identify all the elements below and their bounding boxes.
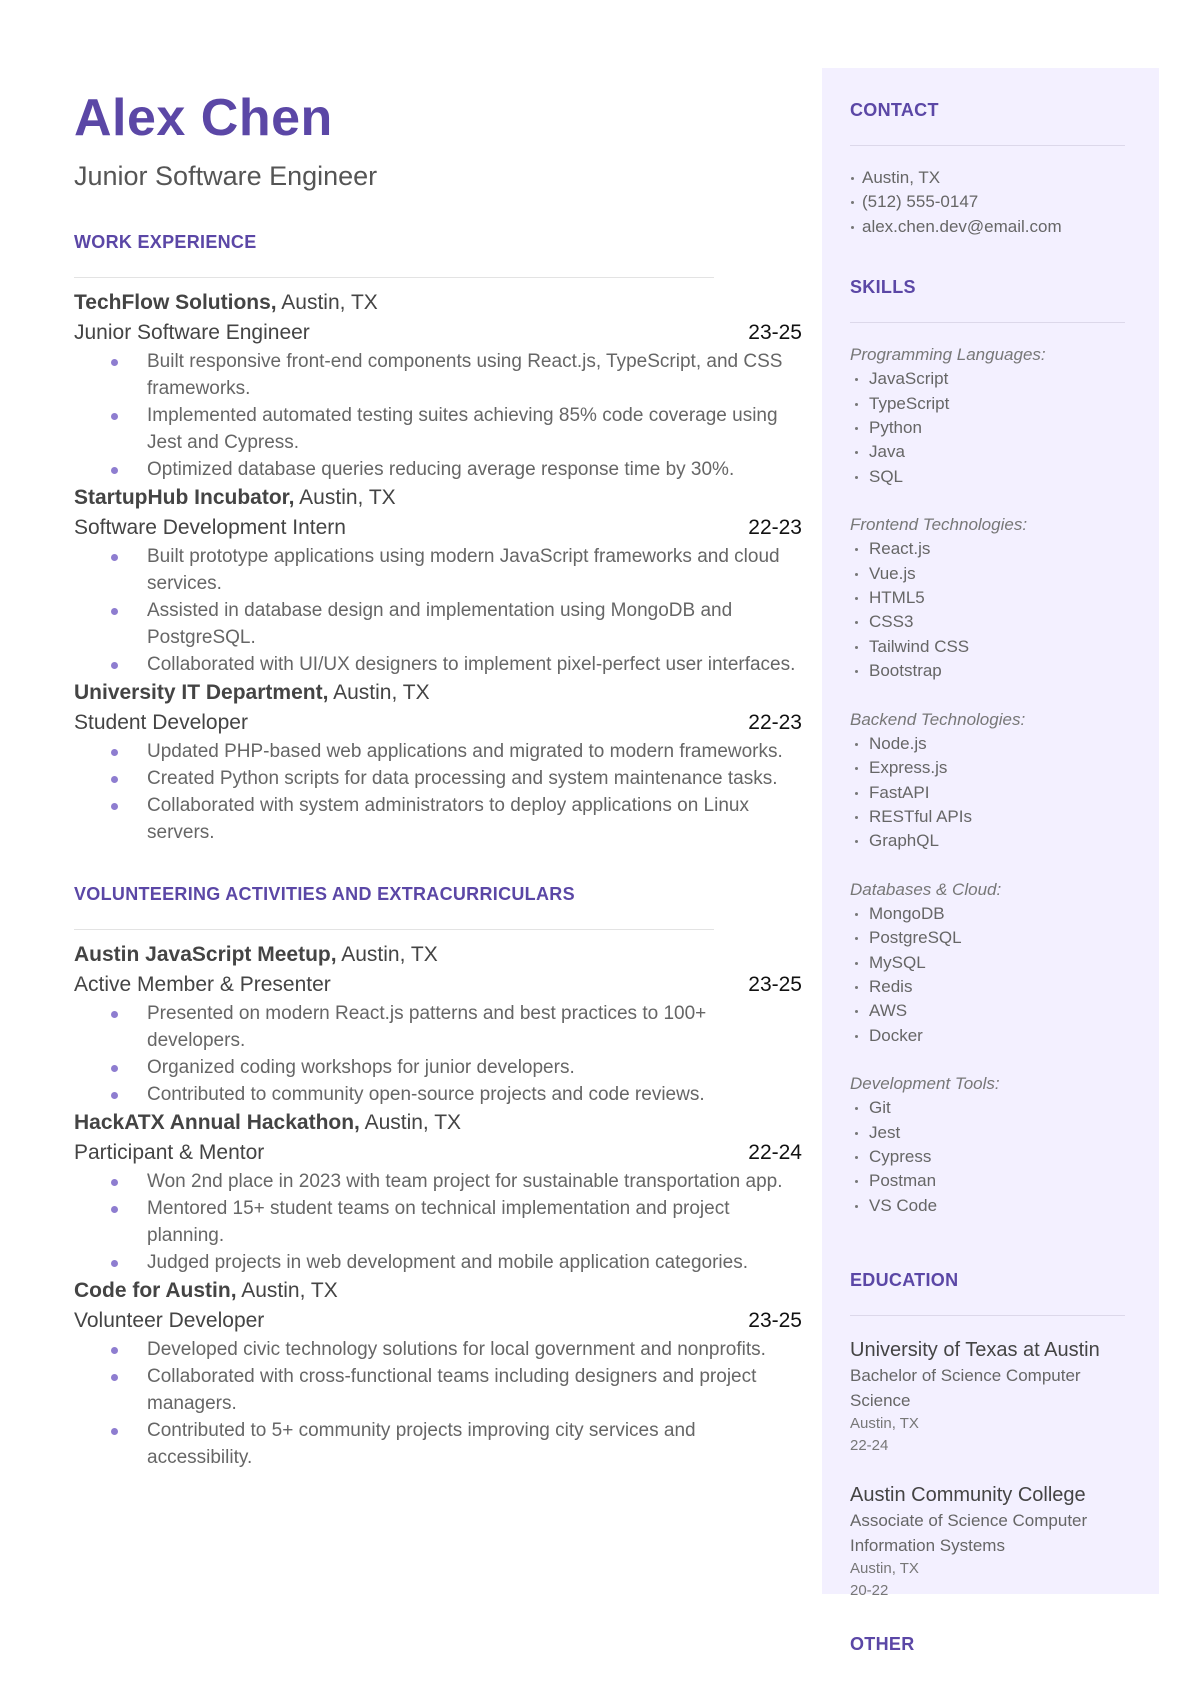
entry-role: Active Member & Presenter: [74, 973, 331, 997]
skill-item: [850, 586, 1125, 610]
bullet-dot-icon: [111, 1374, 118, 1381]
education-list: [850, 1336, 1125, 1602]
bullet-dot-icon: [111, 1065, 118, 1072]
skill-text: JavaScript: [869, 369, 949, 389]
bullet-item: [74, 1249, 802, 1276]
skill-text: Docker: [869, 1025, 923, 1045]
experience-entry: [74, 678, 802, 846]
contact-item: [850, 190, 1125, 214]
skill-text: RESTful APIs: [869, 806, 972, 826]
entry-dates: 22-23: [748, 711, 802, 735]
bullet-item: [74, 1195, 802, 1249]
skill-item: [850, 951, 1125, 975]
bullet-dot-icon: [855, 913, 858, 916]
bullet-dot-icon: [855, 476, 858, 479]
skill-text: Postman: [869, 1171, 937, 1191]
degree-name: Bachelor of Science Computer Science: [850, 1366, 1081, 1410]
skill-group: [850, 513, 1125, 683]
section-divider: [74, 277, 714, 278]
skill-text: PostgreSQL: [869, 928, 962, 948]
bullet-dot-icon: [111, 776, 118, 783]
other-heading: OTHER: [850, 1634, 915, 1655]
skill-text: CSS3: [869, 612, 914, 632]
bullet-text: Contributed to 5+ community projects improving city services and accessibility.: [147, 1420, 696, 1469]
bullet-item: [74, 1168, 802, 1195]
contact-item: [850, 215, 1125, 239]
skill-category: Development Tools:: [850, 1074, 1000, 1094]
volunteering-heading: VOLUNTEERING ACTIVITIES AND EXTRACURRICULARS: [74, 884, 575, 905]
bullet-dot-icon: [111, 1428, 118, 1435]
bullet-dot-icon: [111, 1092, 118, 1099]
bullet-item: [74, 1417, 802, 1471]
bullet-text: Built prototype applications using modern JavaScript frameworks and cloud services.: [147, 546, 780, 595]
bullet-dot-icon: [851, 201, 854, 204]
bullet-dot-icon: [855, 816, 858, 819]
entry-location: Austin, TX: [236, 1279, 338, 1303]
skill-item: [850, 659, 1125, 683]
contact-list: [850, 166, 1125, 239]
skill-item: [850, 1145, 1125, 1169]
bullet-item: [74, 738, 802, 765]
experience-entry: [74, 483, 802, 678]
bullet-text: Judged projects in web development and mobile application categories.: [147, 1252, 748, 1274]
bullet-dot-icon: [855, 427, 858, 430]
entry-dates: 22-24: [748, 1141, 802, 1165]
bullet-dot-icon: [111, 662, 118, 669]
bullet-dot-icon: [855, 792, 858, 795]
skill-items: [850, 537, 1125, 683]
entry-bullets: [74, 1336, 802, 1471]
skill-text: Redis: [869, 976, 913, 996]
skill-item: [850, 1169, 1125, 1193]
skill-item: [850, 610, 1125, 634]
skill-items: [850, 1096, 1125, 1218]
skill-item: [850, 635, 1125, 659]
bullet-dot-icon: [855, 670, 858, 673]
bullet-text: Developed civic technology solutions for local government and nonprofits.: [147, 1339, 766, 1361]
bullet-item: [74, 792, 802, 846]
bullet-dot-icon: [111, 359, 118, 366]
bullet-text: Collaborated with UI/UX designers to implement pixel-perfect user interfaces.: [147, 654, 796, 676]
skill-category: Backend Technologies:: [850, 709, 1026, 729]
experience-entry: [74, 1276, 802, 1471]
skill-item: [850, 1024, 1125, 1048]
bullet-item: [74, 651, 802, 678]
bullet-dot-icon: [111, 608, 118, 615]
bullet-text: Assisted in database design and implementation using MongoDB and PostgreSQL.: [147, 600, 733, 649]
experience-entry: [74, 288, 802, 483]
bullet-dot-icon: [855, 840, 858, 843]
bullet-dot-icon: [111, 749, 118, 756]
bullet-dot-icon: [855, 767, 858, 770]
entry-org-line: [74, 1108, 802, 1138]
entry-dates: 23-25: [748, 1309, 802, 1333]
entry-organization: Austin JavaScript Meetup,: [74, 943, 337, 967]
bullet-dot-icon: [851, 177, 854, 180]
skill-item: [850, 562, 1125, 586]
bullet-item: [74, 456, 802, 483]
entry-role-line: [74, 970, 802, 1000]
skill-text: GraphQL: [869, 831, 939, 851]
skill-item: [850, 902, 1125, 926]
skill-group: [850, 708, 1125, 854]
school-name: Austin Community College: [850, 1484, 1086, 1507]
skill-text: Python: [869, 418, 922, 438]
skill-text: SQL: [869, 466, 904, 486]
bullet-dot-icon: [855, 451, 858, 454]
bullet-item: [74, 348, 802, 402]
bullet-dot-icon: [851, 226, 854, 229]
education-entry: [850, 1336, 1125, 1457]
bullet-text: Collaborated with cross-functional teams including designers and project managers.: [147, 1366, 757, 1415]
entry-role-line: [74, 708, 802, 738]
entry-location: Austin, TX: [276, 291, 378, 315]
skill-item: [850, 1194, 1125, 1218]
entry-organization: University IT Department,: [74, 681, 329, 705]
skill-item: [850, 367, 1125, 391]
bullet-item: [74, 1000, 802, 1054]
bullet-dot-icon: [855, 1180, 858, 1183]
skill-items: [850, 732, 1125, 854]
skill-text: React.js: [869, 539, 931, 559]
bullet-dot-icon: [855, 1156, 858, 1159]
skill-item: [850, 781, 1125, 805]
skill-text: Vue.js: [869, 563, 916, 583]
skill-text: Tailwind CSS: [869, 636, 970, 656]
skill-text: TypeScript: [869, 393, 950, 413]
bullet-dot-icon: [111, 413, 118, 420]
skill-item: [850, 537, 1125, 561]
bullet-dot-icon: [855, 378, 858, 381]
entry-org-line: [74, 288, 802, 318]
entry-location: Austin, TX: [294, 486, 396, 510]
entry-bullets: [74, 738, 802, 846]
skill-item: [850, 732, 1125, 756]
bullet-dot-icon: [855, 1107, 858, 1110]
skill-item: [850, 416, 1125, 440]
skill-text: Cypress: [869, 1146, 932, 1166]
entry-org-line: [74, 678, 802, 708]
bullet-dot-icon: [855, 1205, 858, 1208]
entry-org-line: [74, 1276, 802, 1306]
bullet-dot-icon: [111, 554, 118, 561]
entry-role: Software Development Intern: [74, 516, 346, 540]
candidate-name: Alex Chen: [74, 89, 333, 147]
entry-bullets: [74, 1168, 802, 1276]
bullet-dot-icon: [855, 597, 858, 600]
entry-bullets: [74, 543, 802, 678]
bullet-text: Contributed to community open-source projects and code reviews.: [147, 1084, 705, 1106]
bullet-dot-icon: [111, 1260, 118, 1267]
contact-text: (512) 555-0147: [862, 192, 979, 212]
entry-dates: 23-25: [748, 321, 802, 345]
bullet-dot-icon: [855, 621, 858, 624]
bullet-dot-icon: [855, 743, 858, 746]
entry-bullets: [74, 1000, 802, 1108]
entry-organization: HackATX Annual Hackathon,: [74, 1111, 360, 1135]
bullet-text: Organized coding workshops for junior developers.: [147, 1057, 575, 1079]
entry-organization: Code for Austin,: [74, 1279, 237, 1303]
bullet-text: Won 2nd place in 2023 with team project for sustainable transportation app.: [147, 1171, 783, 1193]
entry-organization: StartupHub Incubator,: [74, 486, 295, 510]
entry-location: Austin, TX: [336, 943, 438, 967]
skill-category: Frontend Technologies:: [850, 515, 1028, 535]
skill-text: Node.js: [869, 733, 927, 753]
bullet-text: Presented on modern React.js patterns and best practices to 100+ developers.: [147, 1003, 707, 1052]
bullet-text: Built responsive front-end components using React.js, TypeScript, and CSS frameworks.: [147, 351, 783, 400]
entry-role: Participant & Mentor: [74, 1141, 265, 1165]
skill-items: [850, 902, 1125, 1048]
skill-item: [850, 1121, 1125, 1145]
skills-heading: SKILLS: [850, 277, 916, 298]
bullet-item: [74, 1363, 802, 1417]
skill-item: [850, 999, 1125, 1023]
sidebar: [822, 68, 1159, 1655]
skill-category: Programming Languages:: [850, 345, 1046, 365]
skill-text: Jest: [869, 1122, 901, 1142]
section-divider: [850, 145, 1125, 146]
skill-category: Databases & Cloud:: [850, 879, 1002, 899]
bullet-item: [74, 1054, 802, 1081]
skill-text: HTML5: [869, 588, 925, 608]
bullet-text: Updated PHP-based web applications and migrated to modern frameworks.: [147, 741, 783, 763]
entry-location: Austin, TX: [328, 681, 430, 705]
bullet-text: Created Python scripts for data processing and system maintenance tasks.: [147, 768, 778, 790]
education-heading: EDUCATION: [850, 1270, 959, 1291]
contact-heading: CONTACT: [850, 100, 939, 120]
bullet-dot-icon: [855, 962, 858, 965]
education-entry: [850, 1481, 1125, 1602]
contact-text: Austin, TX: [862, 168, 941, 187]
bullet-dot-icon: [855, 1010, 858, 1013]
skill-text: MongoDB: [869, 903, 945, 923]
skill-item: [850, 756, 1125, 780]
skill-text: MySQL: [869, 952, 926, 972]
school-name: University of Texas at Austin: [850, 1339, 1100, 1362]
entry-organization: TechFlow Solutions,: [74, 291, 277, 315]
entry-role: Student Developer: [74, 711, 248, 735]
entry-role-line: [74, 1138, 802, 1168]
bullet-dot-icon: [111, 1179, 118, 1186]
main-column: [74, 89, 802, 1471]
skill-text: VS Code: [869, 1195, 938, 1215]
bullet-dot-icon: [855, 1035, 858, 1038]
entry-org-line: [74, 940, 802, 970]
skill-group: [850, 343, 1125, 489]
candidate-title: Junior Software Engineer: [74, 161, 378, 191]
bullet-dot-icon: [855, 403, 858, 406]
education-dates: 22-24: [850, 1437, 889, 1455]
bullet-text: Implemented automated testing suites achieving 85% code coverage using Jest and Cypress.: [147, 405, 778, 454]
bullet-dot-icon: [111, 803, 118, 810]
experience-entry: [74, 940, 802, 1108]
bullet-dot-icon: [111, 1011, 118, 1018]
entry-role: Junior Software Engineer: [74, 321, 310, 345]
skill-text: Bootstrap: [869, 661, 942, 681]
bullet-item: [74, 402, 802, 456]
entry-role: Volunteer Developer: [74, 1309, 265, 1333]
volunteering-list: [74, 940, 802, 1471]
entry-dates: 22-23: [748, 516, 802, 540]
skill-group: [850, 878, 1125, 1048]
skill-item: [850, 1096, 1125, 1120]
entry-dates: 23-25: [748, 973, 802, 997]
bullet-dot-icon: [855, 1132, 858, 1135]
skill-item: [850, 829, 1125, 853]
entry-bullets: [74, 348, 802, 483]
section-divider: [850, 322, 1125, 323]
entry-org-line: [74, 483, 802, 513]
entry-role-line: [74, 1306, 802, 1336]
skill-item: [850, 465, 1125, 489]
bullet-dot-icon: [111, 467, 118, 474]
bullet-text: Mentored 15+ student teams on technical implementation and project planning.: [147, 1198, 730, 1247]
bullet-dot-icon: [111, 1347, 118, 1354]
skill-item: [850, 392, 1125, 416]
work-experience-list: [74, 288, 802, 846]
bullet-dot-icon: [855, 986, 858, 989]
bullet-item: [74, 1081, 802, 1108]
contact-text: alex.chen.dev@email.com: [862, 216, 1062, 236]
bullet-item: [74, 765, 802, 792]
bullet-dot-icon: [855, 646, 858, 649]
skill-text: AWS: [869, 1001, 908, 1021]
degree-name: Associate of Science Computer Information Systems: [850, 1511, 1088, 1555]
skill-items: [850, 367, 1125, 489]
skill-item: [850, 805, 1125, 829]
experience-entry: [74, 1108, 802, 1276]
skill-text: Express.js: [869, 758, 948, 778]
education-location: Austin, TX: [850, 1415, 919, 1433]
skills-list: [850, 343, 1125, 1218]
education-location: Austin, TX: [850, 1560, 919, 1578]
bullet-dot-icon: [855, 573, 858, 576]
skill-text: Git: [869, 1098, 891, 1118]
entry-role-line: [74, 513, 802, 543]
bullet-item: [74, 597, 802, 651]
skill-text: Java: [869, 442, 905, 462]
bullet-text: Collaborated with system administrators to deploy applications on Linux servers.: [147, 795, 749, 844]
skill-item: [850, 975, 1125, 999]
bullet-item: [74, 543, 802, 597]
skill-group: [850, 1072, 1125, 1218]
section-divider: [850, 1315, 1125, 1316]
bullet-dot-icon: [111, 1206, 118, 1213]
entry-role-line: [74, 318, 802, 348]
skill-item: [850, 926, 1125, 950]
skill-item: [850, 440, 1125, 464]
skill-text: FastAPI: [869, 782, 930, 802]
bullet-item: [74, 1336, 802, 1363]
entry-location: Austin, TX: [359, 1111, 462, 1135]
contact-item: [850, 166, 1125, 190]
bullet-text: Optimized database queries reducing average response time by 30%.: [147, 459, 735, 481]
education-dates: 20-22: [850, 1582, 889, 1600]
work-experience-heading: WORK EXPERIENCE: [74, 232, 257, 253]
bullet-dot-icon: [855, 937, 858, 940]
section-divider: [74, 929, 714, 930]
bullet-dot-icon: [855, 548, 858, 551]
